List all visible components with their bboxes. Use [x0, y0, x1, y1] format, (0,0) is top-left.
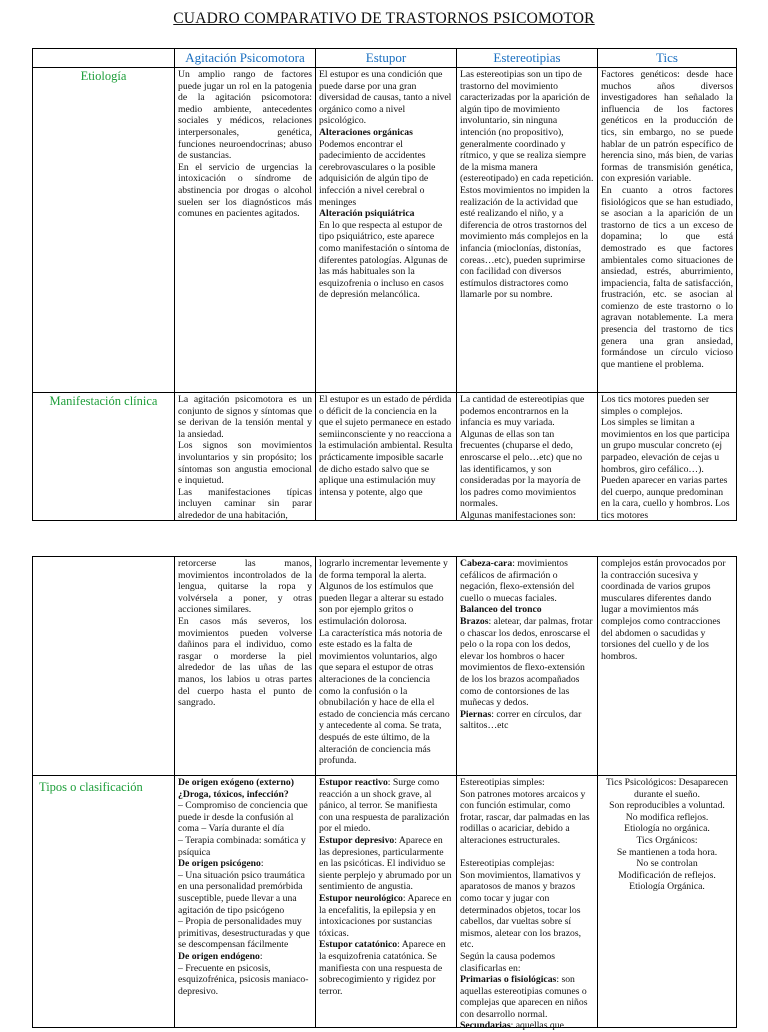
cell-text: Son reproducibles a voluntad. [609, 800, 725, 812]
cell-text: Algunas de ellas son tan frecuentes (chuparse el dedo, enroscarse el pelo…etc) que no las identificamos, y son consideradas por la mayoría de los padres como movimientos normales. [460, 428, 583, 510]
cell-bold-text: De origen psicógeno [178, 858, 261, 870]
cell-paragraph [460, 558, 594, 604]
cell-paragraph [601, 870, 733, 882]
cell-paragraph [460, 777, 594, 789]
cell-bold-text: De origen endógeno [178, 950, 260, 962]
cell-paragraph [178, 835, 312, 858]
cell-text: Estos movimientos no impiden la realización de la actividad que esté realizando el niño, y a diferencia de otros trastornos del movimiento más complejos en la infancia (mioclonías, distonías, coreas…etc), pueden suprimirse con facilidad con diversos estímulos distractores como llamarle por su nombre. [460, 184, 590, 301]
row-label-blank [33, 557, 175, 776]
cell-paragraph [319, 893, 453, 939]
cell-text: : correr en círculos, dar saltitos…etc [460, 708, 582, 732]
header-tics: Tics [598, 49, 737, 68]
comparison-table-part-1 [32, 48, 737, 521]
cell-paragraph [601, 835, 733, 847]
cell-text: Los signos son movimientos involuntarios y sin propósito; los síntomas son angustia emocional e inquietud. [178, 440, 312, 487]
cell-tipos-estupor [316, 776, 457, 1028]
cell-paragraph [319, 220, 453, 301]
cell-text: : Aparece en la encefalitis, la epilepsia y en intoxicaciones por sustancias tóxicas. [319, 892, 452, 939]
cell-tipos-tics [598, 776, 737, 1028]
cell-paragraph [460, 604, 594, 616]
cell-text: : Aparece en la esquizofrenia catatónica. Se manifiesta con una respuesta de sobrecogimiento y rigidez por terror. [319, 939, 446, 997]
cell-paragraph [601, 858, 733, 870]
cell-paragraph [460, 858, 594, 870]
cell-paragraph [460, 974, 594, 1020]
cell-paragraph [319, 394, 453, 498]
cell-text: – Terapia combinada: somática y psíquica [178, 834, 306, 858]
cell-text: – Frecuente en psicosis, esquizofrénica, psicosis maniaco- depresivo. [178, 962, 309, 997]
cell-text: En casos más severos, los movimientos pueden volverse dañinos para el individuo, como rasgar o morderse la piel alrededor de las uñas de las manos, los labios u otras partes del cuerpo hasta el punto de sangrado. [178, 615, 312, 709]
cell-text: Las estereotipias son un tipo de trastorno del movimiento caracterizadas por la aparición de algún tipo de movimiento involuntario, sin ninguna intención (no propositivo), generalmente coordinado y rítmico, y que se realiza siempre de la misma manera (estereotipado) en cada repetición. [460, 69, 594, 185]
cell-paragraph [601, 394, 733, 417]
cell-text: lograrlo incrementar levemente y de forma temporal la alerta. [319, 558, 448, 581]
cell-paragraph [601, 847, 733, 859]
cell-text: Según la causa podemos clasificarlas en: [460, 950, 555, 974]
cell-etiologia-estupor [316, 68, 457, 393]
cell-etiologia-agitacion [175, 68, 316, 393]
cell-text: Podemos encontrar el padecimiento de accidentes cerebrovasculares o la posible adquisición de algún tipo de infección a nivel cerebral o meninges [319, 138, 436, 208]
cell-text: – Compromiso de conciencia que puede ir desde la confusión al coma – Varía durante el día [178, 800, 308, 835]
cell-paragraph [460, 709, 594, 732]
cell-text: – Una situación psico traumática en una personalidad premórbida susceptible, puede llevar a una agitación de tipo psicógeno [178, 869, 305, 916]
cell-text: Tics Orgánicos: [636, 834, 698, 846]
cell-text: – Propia de personalidades muy primitivas, desestructuradas y que se descompensan fácilmente [178, 916, 310, 951]
page-title: CUADRO COMPARATIVO DE TRASTORNOS PSICOMOTOR [173, 10, 595, 27]
cell-manifestacion-cont-estereotipias [457, 557, 598, 776]
cell-paragraph [178, 616, 312, 709]
cell-text: Etiología Orgánica. [629, 881, 705, 893]
cell-text: La característica más notoria de este estado es la falta de movimientos voluntarios, algo que separa el estupor de otras alteraciones de la conciencia como la confusión o la obnubilación y hace de ella el estado de conciencia más cercano y antecedente al coma. Se trata, después de este último, de la alteración de conciencia más profunda. [319, 627, 450, 767]
cell-text: : [259, 950, 263, 962]
cell-bold-text: Estupor catatónico [319, 939, 398, 951]
cell-text: Estereotipias complejas: [460, 858, 555, 870]
cell-bold-text: Balanceo del tronco [460, 604, 542, 616]
cell-text: : Aparece en las depresiones, particularmente en las psicóticas. El individuo se siente perplejo y abrumado por un sentimiento de angustia. [319, 834, 452, 893]
cell-bold-text: De origen exógeno (externo) ¿Droga, tóxicos, infección? [178, 777, 294, 800]
cell-paragraph [601, 812, 733, 824]
cell-text: : [260, 858, 264, 870]
cell-etiologia-tics [598, 68, 737, 393]
cell-paragraph [601, 800, 733, 812]
cell-bold-text: Estupor reactivo [319, 777, 388, 788]
cell-paragraph [178, 558, 312, 616]
cell-manifestacion-cont-estupor [316, 557, 457, 776]
cell-paragraph [460, 847, 594, 859]
cell-text: En el servicio de urgencias la intoxicación o síndrome de abstinencia por drogas o alcohol suelen ser los diagnósticos más comunes en pacientes agitados. [178, 161, 312, 220]
cell-text: Las manifestaciones típicas incluyen caminar sin parar alrededor de una habitación, [178, 486, 312, 521]
header-agitacion: Agitación Psicomotora [175, 49, 316, 68]
cell-text: : aletear, dar palmas, frotar o chascar los dedos, enroscarse el pelo o la ropa con los dedos, elevar los hombros o hacer movimientos de flexo-extensión de los los brazos acompañados como de contorsiones de las muñecas y dedos. [460, 615, 593, 709]
cell-paragraph [178, 162, 312, 220]
cell-text: El estupor es un estado de pérdida o déficit de la conciencia en la que el sujeto permanece en estado semiinconsciente y no reacciona a la estimulación ambiental. Resulta prácticamente imposible sacarle de dicho estado salvo que se aplique una estimulación muy intensa y potente, algo que [319, 394, 453, 498]
cell-text: Los tics motores pueden ser simples o complejos. [601, 394, 710, 417]
cell-text: Factores genéticos: desde hace muchos años diversos investigadores han señalado la influencia de los factores genéticos en la producción de tics, sin embargo, no se puede hablar de un patrón específico de herencia sino, más bien, de varias formas de transmisión genética, con expresión variable. [601, 69, 733, 185]
cell-paragraph [178, 777, 312, 800]
header-blank [33, 49, 175, 68]
cell-paragraph [601, 881, 733, 893]
cell-paragraph [460, 1020, 594, 1032]
cell-paragraph [319, 581, 453, 627]
row-manifestacion-continued [33, 557, 737, 776]
cell-text: La cantidad de estereotipias que podemos encontrarnos en la infancia es muy variada. [460, 394, 585, 429]
cell-paragraph [460, 510, 594, 522]
cell-paragraph [178, 487, 312, 522]
cell-paragraph [178, 800, 312, 835]
cell-paragraph [601, 777, 733, 800]
cell-text: : son aquellas estereotipias comunes o complejas que aparecen en niños con desarrollo normal. [460, 974, 588, 1020]
cell-paragraph [178, 963, 312, 998]
cell-paragraph [178, 440, 312, 486]
cell-bold-text: Estupor neurológico [319, 892, 403, 904]
cell-bold-text: Brazos [460, 615, 489, 627]
header-row [33, 49, 737, 68]
cell-text: : movimientos cefálicos de afirmación o negación, flexo-extensión del cuello o muecas faciales. [460, 558, 575, 604]
cell-text: Modificación de reflejos. [618, 869, 716, 881]
cell-manifestacion-cont-agitacion [175, 557, 316, 776]
cell-text: Se mantienen a toda hora. [616, 846, 718, 858]
cell-paragraph [319, 139, 453, 209]
cell-text: : Surge como reacción a un shock grave, al pánico, al terror. Se manifiesta con una respuesta de paralización por el miedo. [319, 777, 450, 835]
cell-text: Estereotipias simples: [460, 777, 545, 788]
cell-text: Etiología no orgánica. [624, 823, 710, 835]
cell-paragraph [319, 127, 453, 139]
cell-manifestacion-estereotipias [457, 393, 598, 521]
cell-tipos-estereotipias [457, 776, 598, 1032]
cell-text: El estupor es una condición que puede darse por una gran diversidad de causas, tanto a nivel orgánico como a nivel psicológico. [319, 69, 452, 127]
cell-bold-text: Cabeza-cara [460, 558, 513, 569]
cell-paragraph [178, 69, 312, 162]
row-etiologia [33, 68, 737, 393]
cell-paragraph [460, 185, 594, 301]
cell-paragraph [601, 69, 733, 185]
cell-bold-text: Piernas [460, 708, 492, 720]
cell-paragraph [460, 69, 594, 185]
cell-text: retorcerse las manos, movimientos incontrolados de la lengua, quitarse la ropa y volvérsela a poner, y otras acciones similares. [178, 558, 312, 616]
cell-text: Son movimientos, llamativos y aparatosos de manos y brazos como tocar y jugar con determinados objetos, tocar los cabellos, dar vueltas sobre sí mismos, aletear con los brazos, etc. [460, 869, 582, 951]
cell-text: Algunas manifestaciones son: [460, 509, 576, 521]
cell-text: La agitación psicomotora es un conjunto de signos y síntomas que se derivan de la tensión mental y la ansiedad. [178, 394, 312, 440]
cell-paragraph [178, 951, 312, 963]
row-label-manifestacion: Manifestación clínica [33, 393, 175, 521]
cell-bold-text: Alteración psiquiátrica [319, 208, 415, 220]
cell-paragraph [460, 951, 594, 974]
header-estereotipias: Estereotipias [457, 49, 598, 68]
cell-manifestacion-agitacion [175, 393, 316, 521]
cell-text: No modifica reflejos. [625, 811, 709, 823]
cell-bold-text: Estupor depresivo [319, 834, 395, 846]
row-manifestacion [33, 393, 737, 521]
cell-text: No se controlan [636, 858, 698, 870]
cell-tipos-agitacion [175, 776, 316, 1028]
row-label-tipos: Tipos o clasificación [33, 776, 175, 1028]
cell-text: Algunos de los estímulos que pueden llegar a alterar su estado son por ejemplo gritos o estimulación dolorosa. [319, 581, 444, 627]
header-estupor: Estupor [316, 49, 457, 68]
row-tipos [33, 776, 737, 1028]
cell-paragraph [319, 208, 453, 220]
cell-paragraph [178, 870, 312, 916]
cell-paragraph [601, 417, 733, 521]
cell-text: En cuanto a otros factores fisiológicos que se han estudiado, se asocian a la aparición de un trastorno de tics a un exceso de dopamina; lo que está demostrado es que factores ambientales como situaciones de ansiedad, estrés, aburrimiento, impaciencia, falta de satisfacción, frustración, etc. se asocian al comienzo de este trastorno o lo agravan notablemente. La mera presencia del trastorno de tics genera una gran ansiedad, formándose un círculo vicioso que mantiene el problema. [601, 184, 733, 370]
cell-paragraph [460, 429, 594, 510]
cell-paragraph [319, 628, 453, 767]
cell-paragraph [460, 394, 594, 429]
cell-paragraph [601, 185, 733, 371]
cell-text: Un amplio rango de factores puede jugar un rol en la patogenia de la agitación psicomotora: medio ambiente, antecedentes sociales y médicos, relaciones interpersonales, genética, funciones neuroendocrinas; abuso de sustancias. [178, 69, 312, 162]
cell-paragraph [319, 835, 453, 893]
cell-paragraph [319, 777, 453, 835]
cell-text: Tics Psicológicos: Desaparecen durante el sueño. [605, 777, 729, 800]
row-label-etiologia: Etiología [33, 68, 175, 393]
cell-bold-text: Alteraciones orgánicas [319, 126, 413, 138]
cell-etiologia-estereotipias [457, 68, 598, 393]
cell-paragraph [460, 789, 594, 847]
cell-text: Son patrones motores arcaicos y con función estimular, como frotar, rascar, dar palmadas en las rodillas o acariciar, debido a alteraciones estructurales. [460, 788, 590, 846]
cell-bold-text: Primarias o fisiológicas [460, 974, 557, 986]
cell-paragraph [601, 823, 733, 835]
cell-text: : aquellas que [510, 1020, 564, 1032]
comparison-table-part-2 [32, 556, 737, 1032]
cell-manifestacion-estupor [316, 393, 457, 521]
cell-paragraph [460, 616, 594, 709]
cell-paragraph [460, 870, 594, 951]
cell-paragraph [178, 394, 312, 440]
cell-paragraph [178, 858, 312, 870]
cell-bold-text: Secundarias [460, 1020, 511, 1032]
cell-paragraph [601, 558, 733, 662]
cell-paragraph [178, 916, 312, 951]
cell-paragraph [319, 69, 453, 127]
cell-text: complejos están provocados por la contracción sucesiva y coordinada de varios grupos musculares diferentes dando lugar a movimientos más complejos como contracciones del abdomen o sacudidas y torsiones del cuello y de los hombros. [601, 558, 726, 662]
cell-paragraph [319, 939, 453, 997]
cell-text: En lo que respecta al estupor de tipo psiquiátrico, este aparece como manifestación o síntoma de diferentes patologías. Algunas de las más habituales son la esquizofrenia o incluso en casos de depresión melancólica. [319, 219, 450, 301]
cell-text: Los simples se limitan a movimientos en los que participa un grupo muscular concreto (ej parpadeo, elevación de cejas u hombros, giro cefálico…). Pueden aparecer en varias partes del cuerpo, aunque predominan en la cara, cuello y hombros. Los tics motores [601, 417, 730, 521]
cell-paragraph [319, 558, 453, 581]
cell-manifestacion-tics [598, 393, 737, 521]
cell-manifestacion-cont-tics [598, 557, 737, 776]
